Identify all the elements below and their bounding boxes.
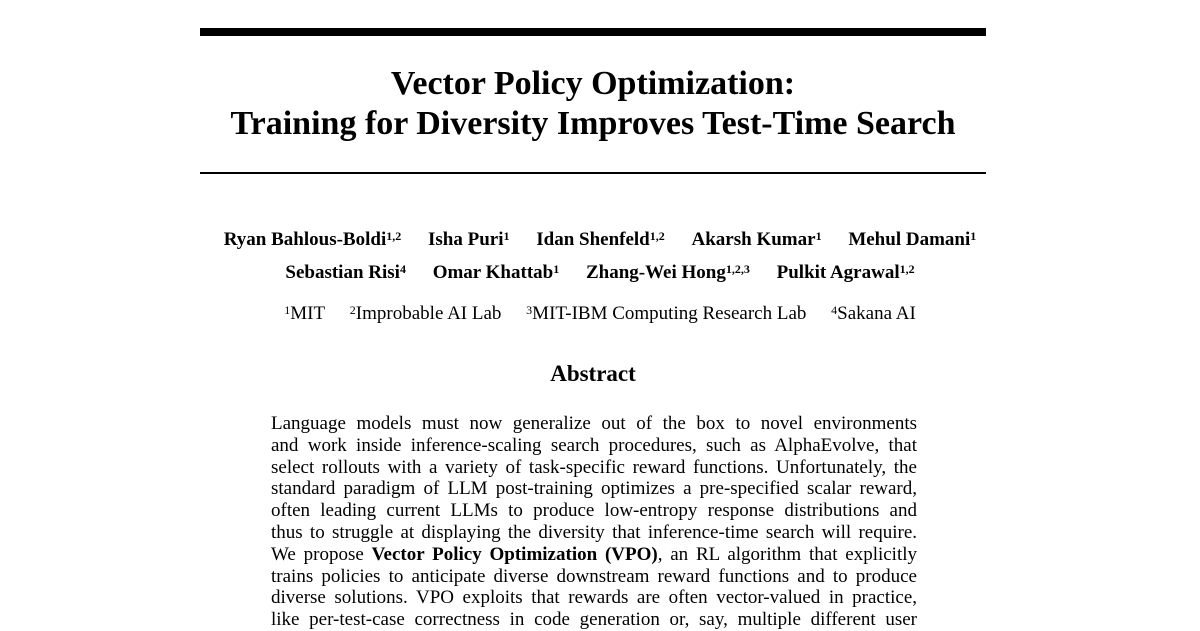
abstract-line: We propose Vector Policy Optimization (VPO), an RL algorithm that explicitly bbox=[271, 543, 918, 565]
affiliation: $^4$Sakana AI bbox=[831, 303, 916, 324]
abstract-line: diverse solutions. VPO exploits that rewards are often vector-valued in practice, bbox=[271, 587, 917, 609]
author: Ryan Bahlous-Boldi$^{1,2}$ bbox=[223, 229, 402, 250]
abstract-line: select rollouts with a variety of task-specific reward functions. Unfortunately, the bbox=[271, 456, 917, 478]
abstract-body bbox=[271, 413, 917, 631]
abstract-line: often leading current LLMs to produce low-entropy response distributions and bbox=[271, 500, 917, 522]
affiliation: $^3$MIT-IBM Computing Research Lab bbox=[526, 303, 807, 324]
abstract-line: standard paradigm of LLM post-training optimizes a pre-specified scalar reward, bbox=[271, 478, 917, 500]
author: Mehul Damani$^1$ bbox=[848, 229, 977, 250]
author-list-row-2 bbox=[100, 261, 1100, 285]
abstract-line: and work inside inference-scaling search procedures, such as AlphaEvolve, that bbox=[271, 434, 917, 456]
title-top-rule bbox=[200, 28, 986, 36]
abstract-line: Language models must now generalize out of the box to novel environments bbox=[271, 413, 917, 434]
abstract-line: trains policies to anticipate diverse downstream reward functions and to produce bbox=[271, 565, 917, 587]
paper-title bbox=[200, 64, 986, 144]
author: Akarsh Kumar$^1$ bbox=[691, 229, 822, 250]
author: Idan Shenfeld$^{1,2}$ bbox=[536, 229, 665, 250]
author: Sebastian Risi$^4$ bbox=[285, 262, 406, 283]
author-list-row-1 bbox=[100, 228, 1100, 252]
affiliation-list bbox=[100, 302, 1100, 326]
abstract-line: like per-test-case correctness in code generation or, say, multiple different user bbox=[271, 609, 917, 631]
author: Omar Khattab$^1$ bbox=[432, 262, 560, 283]
author: Zhang-Wei Hong$^{1,2,3}$ bbox=[585, 262, 750, 283]
abstract-heading: Abstract bbox=[550, 361, 636, 386]
author: Pulkit Agrawal$^{1,2}$ bbox=[776, 262, 915, 283]
author: Isha Puri$^1$ bbox=[427, 229, 510, 250]
affiliation: $^1$MIT bbox=[284, 303, 326, 324]
title-bottom-rule bbox=[200, 172, 986, 174]
title-line-2: Training for Diversity Improves Test-Time Search bbox=[230, 105, 956, 142]
abstract-line: thus to struggle at displaying the diversity that inference-time search will require. bbox=[271, 521, 917, 543]
affiliation: $^2$Improbable AI Lab bbox=[349, 303, 502, 324]
title-line-1: Vector Policy Optimization: bbox=[390, 65, 796, 102]
method-name-bold: Vector Policy Optimization (VPO) bbox=[371, 543, 658, 565]
